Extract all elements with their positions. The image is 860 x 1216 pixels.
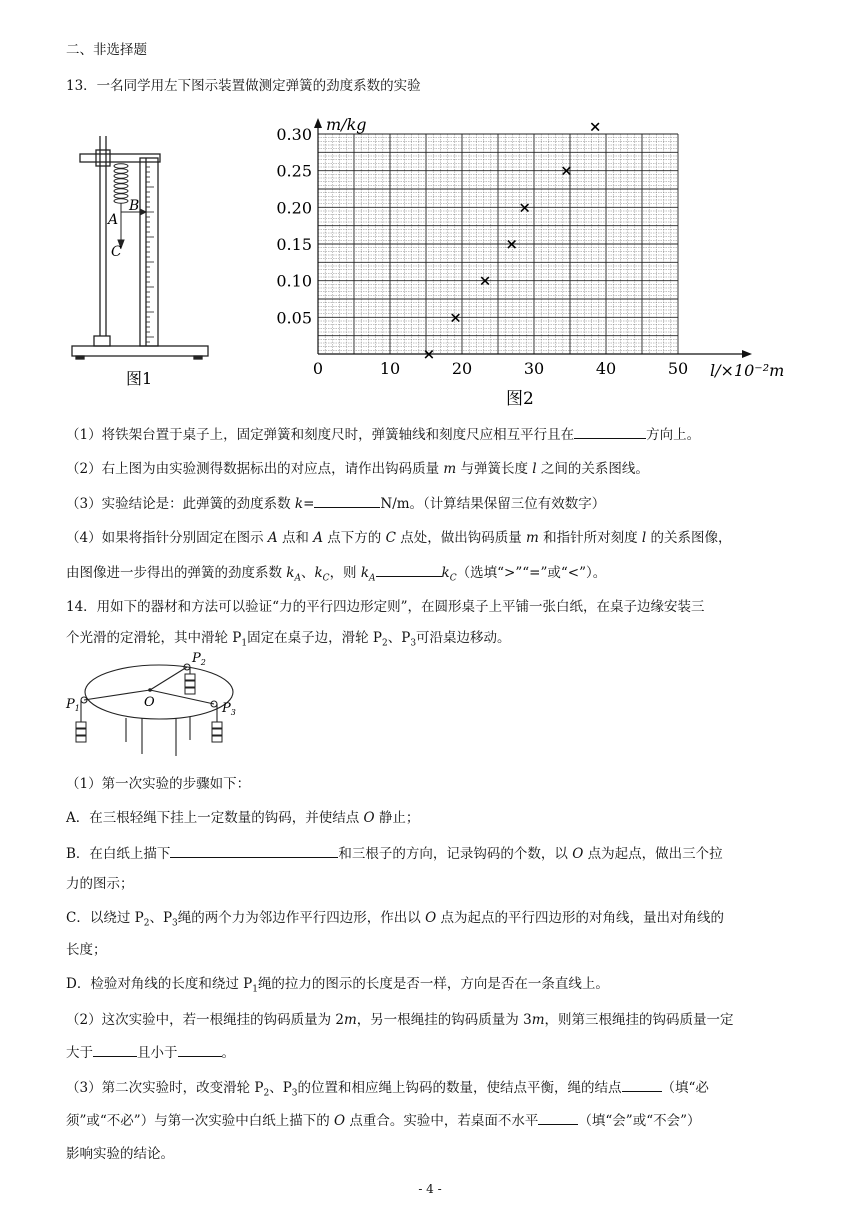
label-P2: $P_2$ <box>192 651 206 667</box>
q14-step-A: A．在三根轻绳下挂上一定数量的钩码，并使结点 O 静止； <box>66 810 420 826</box>
q13-stem: 13．一名同学用左下图示装置做测定弹簧的劲度系数的实验 <box>66 78 421 94</box>
label-O: O <box>144 695 155 710</box>
q14-part3-line2: 须”或“不必”）与第一次实验中白纸上描下的 O 点重合。实验中，若桌面不水平 （填“会”或“不会”） <box>66 1110 820 1131</box>
answer-blank-4[interactable] <box>170 843 338 858</box>
label-B: B <box>129 198 140 214</box>
q14-part2: （2）这次实验中，若一根绳挂的钩码质量为 2m，另一根绳挂的钩码质量为 3m，则第三根绳挂的钩码质量一定 <box>66 1012 734 1028</box>
q14-step1-title: （1）第一次实验的步骤如下： <box>66 776 251 792</box>
x-tick-label: 30 <box>523 359 545 378</box>
q14-step-B: B．在白纸上描下 和三根子的方向，记录钩码的个数，以 O 点为起点，做出三个拉 <box>66 843 820 864</box>
label-C: C <box>111 244 122 260</box>
q14-step-D: D．检验对角线的长度和绕过 $P_1$绳的拉力的图示的长度是否一样，方向是否在一条直线上。 <box>66 976 609 995</box>
x-axis-label: l/×10⁻²m <box>710 361 785 380</box>
data-point: × <box>478 271 492 290</box>
y-tick-label: 0.15 <box>276 235 312 254</box>
y-axis-label: m/kg <box>326 115 367 134</box>
x-tick-label: 10 <box>379 359 401 378</box>
chart-canvas <box>270 108 800 413</box>
y-tick-label: 0.10 <box>276 271 312 291</box>
y-tick-label: 0.05 <box>276 308 312 328</box>
figure-2-caption: 图2 <box>506 389 534 409</box>
x-tick-label: 50 <box>667 359 689 378</box>
figure-1-caption: 图1 <box>126 369 153 388</box>
table-diagram <box>64 650 254 760</box>
q14-part2-line2: 大于 且小于 。 <box>66 1042 820 1063</box>
x-tick-label: 0 <box>312 359 324 378</box>
label-A: A <box>108 212 119 228</box>
data-point: × <box>518 198 531 217</box>
answer-blank-8[interactable] <box>538 1110 578 1125</box>
y-tick-label: 0.30 <box>276 125 312 144</box>
q14-part3: （3）第二次实验时，改变滑轮 $P_2$、$P_3$的位置和相应绳上钩码的数量，使结点平衡，绳的结点 （填“必 <box>66 1077 820 1104</box>
label-P1: $P_1$ <box>66 697 80 713</box>
figure-table-pulleys <box>64 650 254 760</box>
ruler-ticks <box>146 162 154 342</box>
q14-stem-line2: 个光滑的定滑轮，其中滑轮 $P_1$固定在桌子边，滑轮 $P_2$、$P_3$可沿桌边移动。 <box>66 630 511 649</box>
q13-part2: （2）右上图为由实验测得数据标出的对应点，请作出钩码质量 m 与弹簧长度 l 之间的关系图线。 <box>66 461 649 477</box>
section-title: 二、非选择题 <box>66 42 147 58</box>
q14-step-C: C．以绕过 $P_2$、$P_3$绳的两个力为邻边作平行四边形，作出以 O 点为起点的平行四边形的对角线，量出对角线的 <box>66 910 724 929</box>
figure-2-chart <box>270 108 800 413</box>
q13-part4-line1: （4）如果将指针分别固定在图示 A 点和 A 点下方的 C 点处，做出钩码质量 m 和指针所对刻度 l 的关系图像， <box>66 530 732 546</box>
q14-step-C-line2: 长度； <box>66 942 107 958</box>
q13-part4-line2: 由图像进一步得出的弹簧的劲度系数 $k_A$、$k_C$，则 $k_A$ $k_C$（选填“>”“=”或“<”）。 <box>66 562 820 589</box>
label-P3: $P_3$ <box>222 701 236 717</box>
answer-blank-3[interactable] <box>376 562 442 577</box>
y-tick-label: 0.20 <box>276 198 312 218</box>
data-point: × <box>449 308 462 327</box>
q13-part3: （3）实验结论是：此弹簧的劲度系数 k= N/m。（计算结果保留三位有效数字） <box>66 493 820 514</box>
data-point: × <box>560 161 573 180</box>
page-number: - 4 - <box>418 1182 442 1196</box>
chart-axes <box>314 118 752 358</box>
iron-stand-diagram <box>66 128 216 398</box>
q14-step-B-line2: 力的图示； <box>66 876 134 892</box>
data-point: × <box>588 117 602 136</box>
answer-blank-6[interactable] <box>178 1042 222 1057</box>
figure-1 <box>66 128 216 398</box>
answer-blank-2[interactable] <box>314 493 380 508</box>
y-tick-label: 0.25 <box>276 161 312 181</box>
answer-blank-5[interactable] <box>93 1042 137 1057</box>
x-tick-label: 20 <box>451 359 473 378</box>
answer-blank-1[interactable] <box>574 424 646 439</box>
data-point: × <box>505 235 518 253</box>
answer-blank-7[interactable] <box>622 1077 662 1092</box>
q14-part3-line3: 影响实验的结论。 <box>66 1146 174 1162</box>
x-tick-label: 40 <box>595 359 617 378</box>
data-point: × <box>422 345 436 363</box>
q14-stem-line1: 14．用如下的器材和方法可以验证“力的平行四边形定则”，在圆形桌子上平铺一张白纸，在桌子边缘安装三 <box>66 599 705 615</box>
chart-grid <box>318 134 678 354</box>
q13-part1: （1）将铁架台置于桌子上，固定弹簧和刻度尺时，弹簧轴线和刻度尺应相互平行且在 方向上。 <box>66 424 820 445</box>
